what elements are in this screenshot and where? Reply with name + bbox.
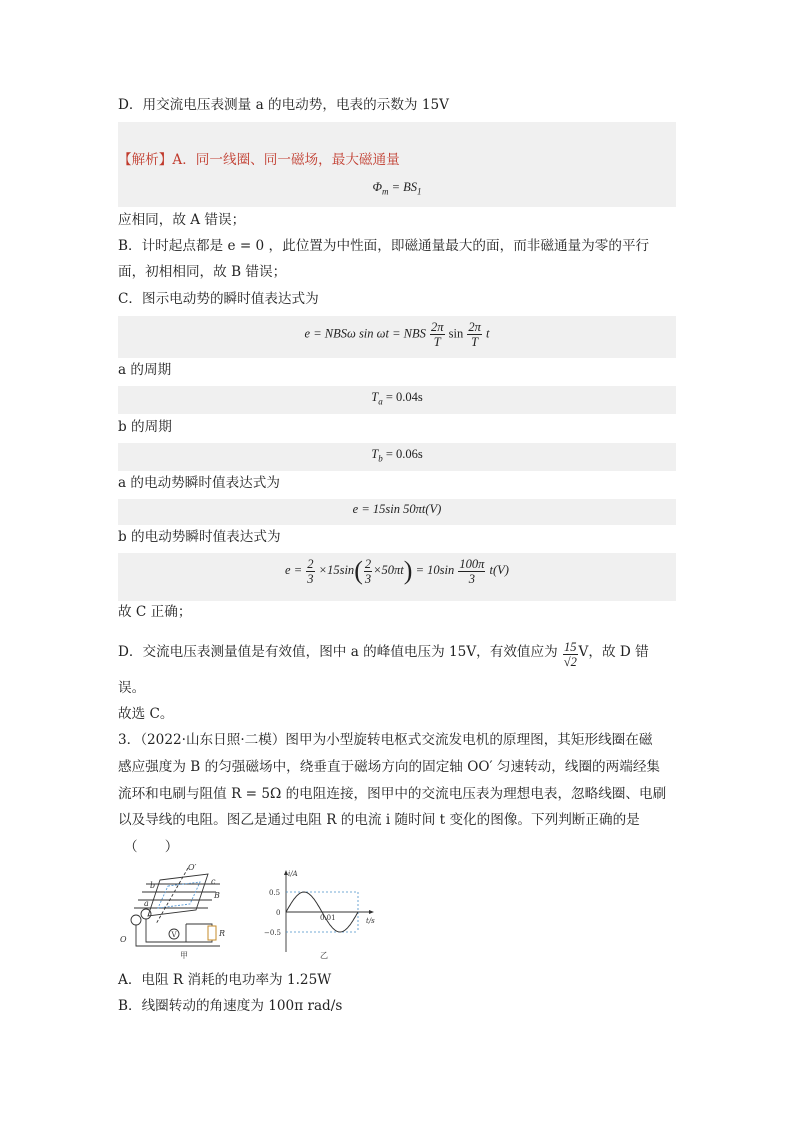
svg-text:甲: 甲 bbox=[180, 951, 188, 960]
svg-text:O: O bbox=[120, 935, 127, 944]
eq-ea: e = 15sin 50πt(V) bbox=[352, 502, 442, 516]
resistor-icon bbox=[208, 926, 216, 940]
analysis-heading: 【解析】A．同一线圈、同一磁场，最大磁通量 bbox=[118, 152, 400, 168]
a-period-label: a 的周期 bbox=[118, 362, 172, 378]
svg-text:0.01: 0.01 bbox=[320, 914, 336, 922]
q3-blank: （ ） bbox=[124, 839, 179, 855]
b-option-line1: B．计时起点都是 e = 0 ，此位置为中性面，即磁通量最大的面，而非磁通量为零的平行 bbox=[118, 238, 650, 254]
a-expr-label: a 的电动势瞬时值表达式为 bbox=[118, 475, 280, 491]
svg-text:b: b bbox=[150, 881, 156, 890]
option-b: B．线圈转动的角速度为 100π rad/s bbox=[118, 998, 343, 1014]
svg-text:乙: 乙 bbox=[320, 951, 328, 960]
option-a: A．电阻 R 消耗的电功率为 1.25W bbox=[118, 972, 332, 988]
eq-tb: $T_b = 0.06s$ bbox=[371, 447, 423, 464]
eq-eb: e = $\frac{2}{3}$ ×15sin( $\frac{2}{3}$ ×50πt) = 10sin $\frac{100\pi}{3}$ t(V) bbox=[285, 556, 509, 586]
svg-text:t/s: t/s bbox=[366, 917, 375, 925]
figure-yi-current-graph bbox=[262, 866, 392, 962]
b-expr-label: b 的电动势瞬时值表达式为 bbox=[118, 529, 281, 545]
svg-text:−0.5: −0.5 bbox=[264, 929, 281, 937]
eq-phi: $\Phi_m = BS_1$ bbox=[372, 180, 422, 197]
svg-text:B: B bbox=[214, 891, 220, 900]
q3-line3: 流环和电刷与阻值 R = 5Ω 的电阻连接，图甲中的交流电压表为理想电表，忽略线圈、电刷 bbox=[118, 786, 667, 802]
c-option-line: C．图示电动势的瞬时值表达式为 bbox=[118, 291, 319, 307]
d-analysis-line2: 误。 bbox=[118, 680, 146, 696]
c-correct: 故 C 正确； bbox=[118, 604, 192, 620]
choose-c: 故选 C。 bbox=[118, 706, 174, 722]
q3-line1: 3．（2022·山东日照·二模）图甲为小型旋转电枢式交流发电机的原理图，其矩形线圈在磁 bbox=[118, 732, 653, 748]
eq-ta: $T_a = 0.04s$ bbox=[371, 390, 423, 407]
svg-text:0.5: 0.5 bbox=[269, 889, 281, 897]
svg-text:c: c bbox=[211, 877, 216, 886]
b-option-line2: 面，初相相同，故 B 错误； bbox=[118, 264, 287, 280]
svg-text:V: V bbox=[171, 931, 177, 939]
q3-line2: 感应强度为 B 的匀强磁场中，绕垂直于磁场方向的固定轴 OO′ 匀速转动，线圈的两端经集 bbox=[118, 759, 661, 775]
eq-c-expression: e = NBSω sin ωt = NBS $\frac{2\pi}{T}$ sin $\frac{2\pi}{T}$ t bbox=[304, 320, 490, 349]
same-text: 应相同，故 A 错误； bbox=[118, 212, 246, 228]
q3-line4: 以及导线的电阻。图乙是通过电阻 R 的电流 i 随时间 t 变化的图像。下列判断正确的是 bbox=[118, 812, 640, 828]
svg-text:i/A: i/A bbox=[288, 870, 298, 878]
option-d-text: D．用交流电压表测量 a 的电动势，电表的示数为 15V bbox=[118, 97, 449, 113]
b-period-label: b 的周期 bbox=[118, 419, 172, 435]
d-analysis-line1: D．交流电压表测量值是有效值，图中 a 的峰值电压为 15V，有效值应为 $\frac{15}{√2}$ V，故 D 错 bbox=[118, 640, 649, 669]
svg-text:a: a bbox=[144, 899, 149, 908]
svg-text:R: R bbox=[219, 929, 226, 938]
svg-text:O′: O′ bbox=[188, 863, 197, 872]
svg-text:0: 0 bbox=[276, 909, 281, 917]
figure-jia-generator bbox=[116, 862, 236, 962]
